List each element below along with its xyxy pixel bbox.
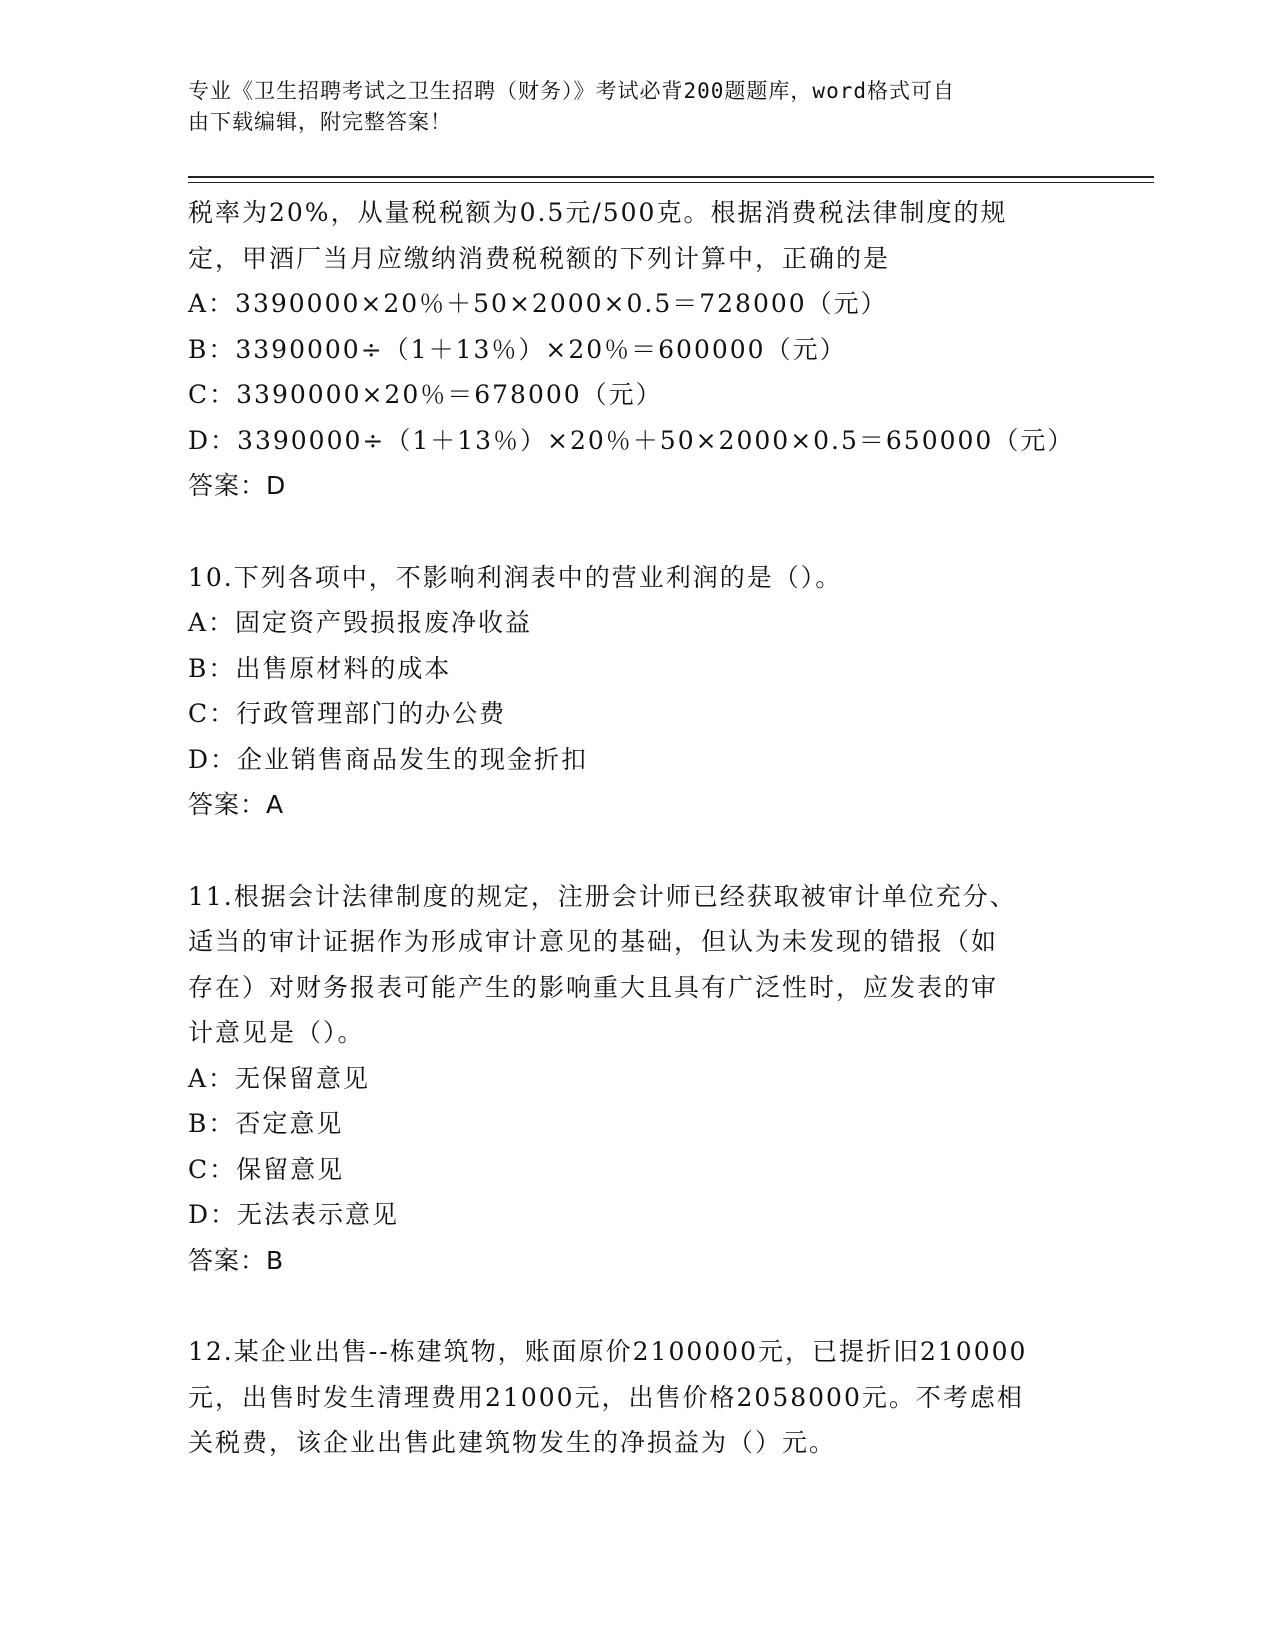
option-b: B：否定意见	[188, 1109, 344, 1138]
option-b: B：出售原材料的成本	[188, 653, 452, 683]
option-c: C：3390000×20％＝678000（元）	[188, 380, 663, 409]
option-c: C：行政管理部门的办公费	[188, 699, 507, 728]
question-stem-line: 定，甲酒厂当月应缴纳消费税税额的下列计算中，正确的是	[188, 243, 891, 273]
option-d: D：无法表示意见	[188, 1200, 400, 1229]
question-stem-line: 税率为20%，从量税税额为0.5元/500克。根据消费税法律制度的规	[188, 198, 1008, 227]
question-stem-line: 适当的审计证据作为形成审计意见的基础，但认为未发现的错报（如	[188, 927, 999, 956]
question-spacer	[188, 1283, 1078, 1329]
question-stem-line: 元，出售时发生清理费用21000元，出售价格2058000元。不考虑相	[188, 1382, 1024, 1412]
question-stem-line: 关税费，该企业出售此建筑物发生的净损益为（）元。	[188, 1428, 837, 1457]
header-line-1: 专业《卫生招聘考试之卫生招聘（财务）》考试必背200题题库，word格式可自	[188, 79, 955, 103]
question-spacer	[188, 828, 1078, 874]
option-a: A：固定资产毁损报废净收益	[188, 608, 533, 637]
question-stem-line: 存在）对财务报表可能产生的影响重大且具有广泛性时，应发表的审	[188, 972, 999, 1002]
option-c: C：保留意见	[188, 1154, 345, 1184]
question-stem-line: 计意见是（）。	[188, 1018, 365, 1047]
document-header	[188, 76, 1068, 138]
question-10	[188, 555, 1078, 828]
answer-line: 答案：D	[188, 471, 287, 500]
header-rule-thin	[188, 182, 1154, 183]
question-stem-line: 11.根据会计法律制度的规定，注册会计师已经获取被审计单位充分、	[188, 881, 1017, 911]
option-a: A：3390000×20％＋50×2000×0.5＝728000（元）	[188, 289, 888, 318]
option-d: D：3390000÷（1＋13％）×20％＋50×2000×0.5＝650000（元）	[188, 425, 1075, 455]
option-a: A：无保留意见	[188, 1063, 371, 1093]
question-stem-line: 10.下列各项中，不影响利润表中的营业利润的是（）。	[188, 562, 843, 592]
option-d: D：企业销售商品发生的现金折扣	[188, 744, 589, 774]
answer-line: 答案：A	[188, 790, 285, 819]
question-spacer	[188, 509, 1078, 555]
header-rule-thick	[188, 176, 1154, 178]
header-line-2: 由下载编辑，附完整答案！	[188, 110, 452, 134]
question-9	[188, 190, 1078, 509]
answer-line: 答案：B	[188, 1245, 285, 1275]
question-11	[188, 874, 1078, 1284]
question-stem-line: 12.某企业出售--栋建筑物，账面原价2100000元，已提折旧210000	[188, 1337, 1028, 1366]
question-12	[188, 1329, 1078, 1466]
option-b: B：3390000÷（1＋13％）×20％＝600000（元）	[188, 334, 847, 364]
document-body	[188, 190, 1078, 1466]
